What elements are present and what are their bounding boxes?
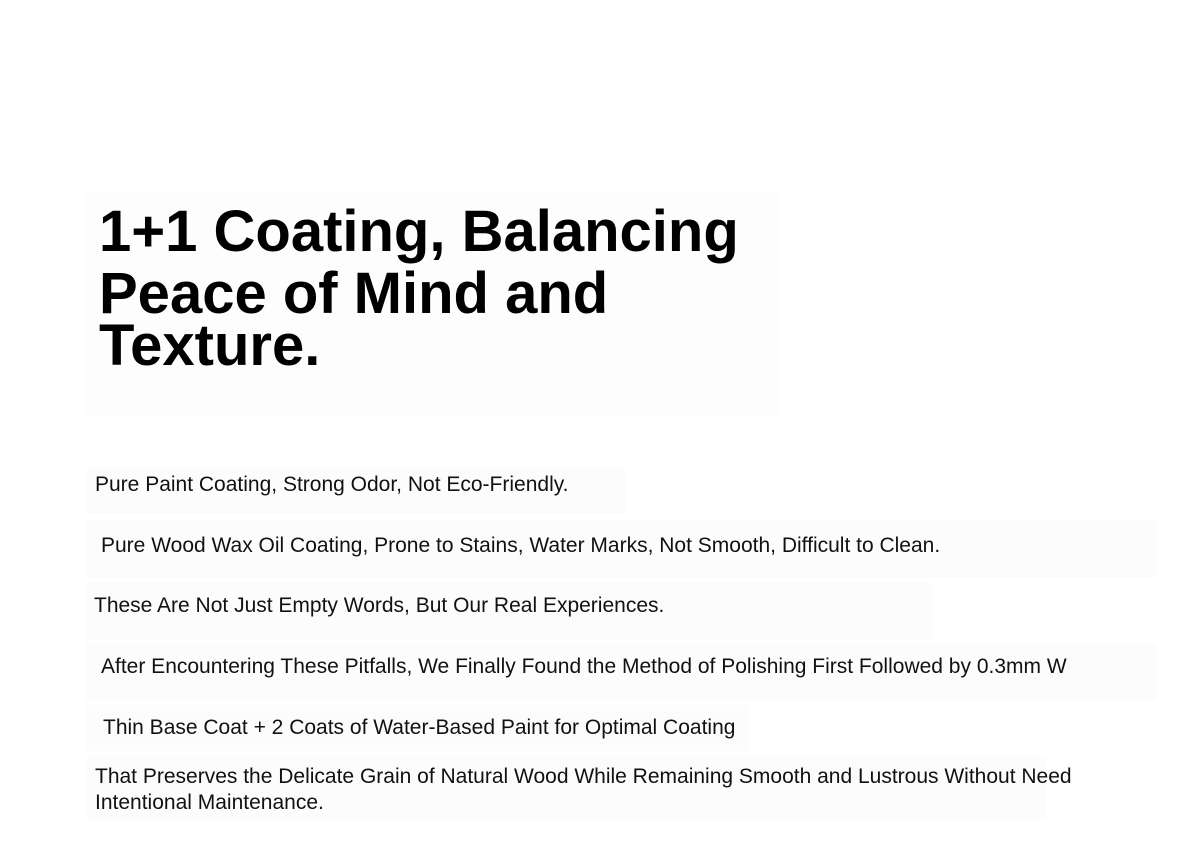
paragraph-base-coat: Thin Base Coat + 2 Coats of Water-Based Paint for Optimal Coating bbox=[103, 716, 736, 739]
paragraph-real-experiences: These Are Not Just Empty Words, But Our Real Experiences. bbox=[94, 594, 665, 617]
heading-line-3: Texture. bbox=[99, 313, 321, 378]
page-heading bbox=[99, 199, 799, 378]
heading-line-2: Peace of Mind and bbox=[99, 261, 609, 326]
paragraph-maintenance: Intentional Maintenance. bbox=[95, 791, 324, 814]
paragraph-wax-oil-coating: Pure Wood Wax Oil Coating, Prone to Stains, Water Marks, Not Smooth, Difficult to Clean. bbox=[101, 534, 941, 557]
heading-line-1: 1+1 Coating, Balancing bbox=[99, 199, 739, 264]
paragraph-natural-grain: That Preserves the Delicate Grain of Natural Wood While Remaining Smooth and Lustrous Without Need bbox=[95, 765, 1072, 788]
paragraph-polishing-method: After Encountering These Pitfalls, We Finally Found the Method of Polishing First Followed by 0.3mm W bbox=[101, 655, 1067, 678]
paragraph-paint-coating: Pure Paint Coating, Strong Odor, Not Eco-Friendly. bbox=[95, 473, 569, 496]
